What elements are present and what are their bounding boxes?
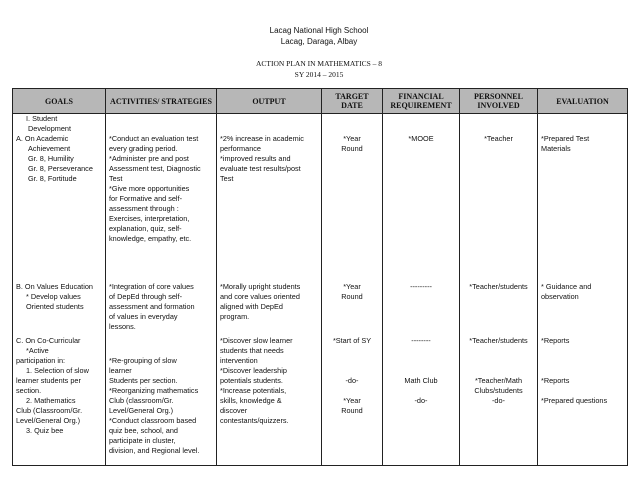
activity-line: *Re-grouping of slow (109, 355, 177, 365)
output-header: OUTPUT (217, 89, 322, 114)
output-cell (217, 336, 322, 466)
target-line: Round (341, 291, 363, 301)
target-line: *Year (343, 134, 361, 143)
target-line: -do- (345, 375, 359, 385)
personnel-cell (460, 336, 538, 466)
activity-line: *Conduct classroom based (109, 415, 197, 425)
goal-line: Gr. 8, Fortitude (28, 174, 77, 183)
output-line: Test (220, 174, 234, 183)
activity-line: *Conduct an evaluation test (109, 134, 199, 143)
financial-line: -do- (414, 395, 428, 405)
goal-line: *Active (26, 345, 49, 355)
target-date-header: TARGET DATE (322, 89, 383, 114)
activity-line: lessons. (109, 321, 136, 331)
target-line: *Year (343, 281, 361, 291)
activity-line: learner (109, 365, 132, 375)
table-header-row (13, 89, 628, 114)
table-row (13, 282, 628, 336)
target-date-cell (322, 336, 383, 466)
personnel-line: *Teacher (484, 134, 513, 143)
evaluation-line: * Guidance and (541, 281, 592, 291)
personnel-line: *Teacher/students (469, 335, 528, 345)
goals-header: GOALS (13, 89, 106, 114)
goal-line: Gr. 8, Perseverance (28, 164, 93, 173)
goal-line: Oriented students (26, 301, 84, 311)
activity-line: assessment through : (109, 204, 179, 213)
activity-line: of DepEd through self- (109, 291, 183, 301)
school-year: SY 2014 – 2015 (294, 70, 344, 79)
activity-line: assessment and formation (109, 301, 195, 311)
financial-header: FINANCIAL REQUIREMENT (383, 89, 460, 114)
activities-header: ACTIVITIES/ STRATEGIES (106, 89, 217, 114)
output-line: *Discover leadership (220, 365, 287, 375)
output-cell (217, 282, 322, 336)
target-line: Round (341, 405, 363, 415)
evaluation-cell (538, 336, 628, 466)
goal-line: 1. Selection of slow (26, 365, 89, 375)
financial-cell (383, 336, 460, 466)
output-line: evaluate test results/post (220, 164, 301, 173)
goals-cell (13, 282, 106, 336)
financial-cell (383, 114, 460, 282)
goal-line: learner students per (16, 375, 81, 385)
plan-title: ACTION PLAN IN MATHEMATICS – 8 (255, 59, 383, 68)
activity-line: every grading period. (109, 144, 178, 153)
target-date-cell (322, 282, 383, 336)
table-row (13, 336, 628, 466)
output-line: performance (220, 144, 261, 153)
activity-line: *Integration of core values (109, 281, 194, 291)
activity-line: explanation, quiz, self- (109, 224, 182, 233)
evaluation-cell (538, 114, 628, 282)
goal-line: Achievement (28, 144, 71, 153)
goal-line: 2. Mathematics (26, 395, 76, 405)
output-line: skills, knowledge & (220, 395, 282, 405)
activity-line: of values in everyday (109, 311, 178, 321)
output-line: aligned with DepEd (220, 301, 283, 311)
output-line: contestants/quizzers. (220, 415, 289, 425)
activity-line: Exercises, interpretation, (109, 214, 190, 223)
output-line: *Increase potentials, (220, 385, 287, 395)
activity-line: Students per section. (109, 375, 178, 385)
goals-cell (13, 336, 106, 466)
evaluation-cell (538, 282, 628, 336)
financial-line: -------- (411, 335, 431, 345)
activity-line: *Reorganizing mathematics (109, 385, 199, 395)
personnel-line: *Teacher/students (469, 281, 528, 291)
activity-line: Test (109, 174, 123, 183)
target-line: *Start of SY (332, 335, 372, 345)
financial-line: *MOOE (408, 134, 434, 143)
activity-line: quiz bee, school, and (109, 425, 178, 435)
output-line: discover (220, 405, 248, 415)
goal-line: Club (Classroom/Gr. (16, 405, 83, 415)
activity-line: Assessment test, Diagnostic (109, 164, 201, 173)
output-line: students that needs (220, 345, 284, 355)
personnel-line: -do- (492, 395, 505, 405)
goal-line: Gr. 8, Humility (28, 154, 74, 163)
personnel-cell (460, 114, 538, 282)
personnel-line: Clubs/students (474, 385, 523, 395)
table-row (13, 114, 628, 282)
personnel-line: *Teacher/Math (474, 375, 523, 385)
financial-line: --------- (410, 281, 432, 291)
personnel-cell (460, 282, 538, 336)
activity-line: knowledge, empathy, etc. (109, 234, 192, 243)
evaluation-line: observation (541, 291, 579, 301)
activity-line: participate in cluster, (109, 435, 176, 445)
activity-line: Club (classroom/Gr. (109, 395, 174, 405)
output-line: *2% increase in academic (220, 134, 304, 143)
output-line: and core values oriented (220, 291, 300, 301)
evaluation-line: *Prepared Test (541, 134, 590, 143)
output-cell (217, 114, 322, 282)
goal-line: C. On Co-Curricular (16, 335, 81, 345)
goal-line: B. On Values Education (16, 281, 93, 291)
goal-line: I. Student (26, 114, 58, 123)
output-line: *Morally upright students (220, 281, 301, 291)
financial-cell (383, 282, 460, 336)
goals-cell (13, 114, 106, 282)
target-line: *Year (343, 395, 361, 405)
target-date-cell (322, 114, 383, 282)
school-name: Lacag National High School (269, 26, 369, 35)
output-line: program. (220, 311, 250, 321)
activities-cell (106, 114, 217, 282)
financial-line: Math Club (404, 375, 438, 385)
goal-line: 3. Quiz bee (26, 425, 64, 435)
action-plan-table (12, 88, 628, 466)
activity-line: for Formative and self- (109, 194, 182, 203)
activities-cell (106, 336, 217, 466)
output-line: *improved results and (220, 154, 291, 163)
activity-line: Level/General Org.) (109, 405, 174, 415)
goal-line: participation in: (16, 355, 66, 365)
goal-line: Level/General Org.) (16, 415, 81, 425)
evaluation-line: *Reports (541, 375, 570, 385)
evaluation-header: EVALUATION (538, 89, 628, 114)
personnel-header: PERSONNEL INVOLVED (460, 89, 538, 114)
target-line: Round (341, 144, 363, 153)
school-address: Lacag, Daraga, Albay (280, 37, 358, 46)
output-line: *Discover slow learner (220, 335, 293, 345)
activities-cell (106, 282, 217, 336)
goal-line: section. (16, 385, 42, 395)
evaluation-line: *Reports (541, 335, 570, 345)
goal-line: * Develop values (26, 291, 81, 301)
goal-line: Development (28, 124, 71, 133)
activity-line: division, and Regional level. (109, 445, 200, 455)
activity-line: *Give more opportunities (109, 184, 190, 193)
evaluation-line: Materials (541, 144, 571, 153)
evaluation-line: *Prepared questions (541, 395, 608, 405)
goal-line: A. On Academic (16, 134, 69, 143)
output-line: potentials students. (220, 375, 283, 385)
activity-line: *Administer pre and post (109, 154, 189, 163)
output-line: intervention (220, 355, 258, 365)
